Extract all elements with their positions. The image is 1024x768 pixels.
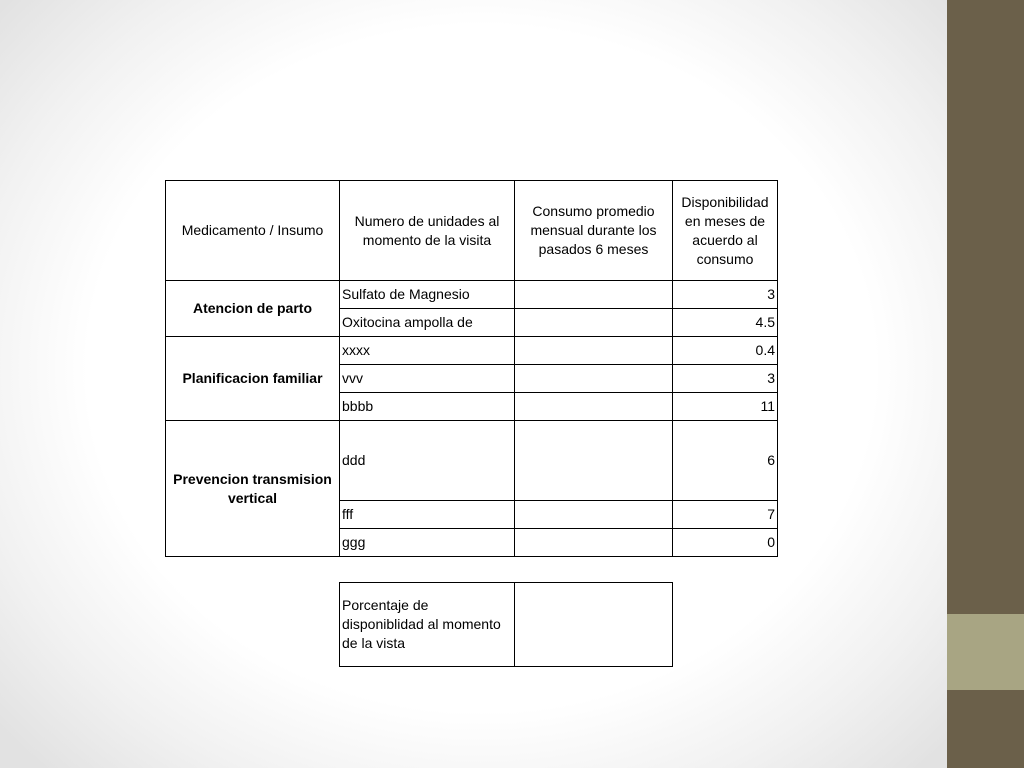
summary-label: Porcentaje de disponiblidad al momento de la vista (340, 583, 515, 667)
item-cell: vvv (340, 365, 515, 393)
consumo-cell (515, 337, 673, 365)
consumo-cell (515, 281, 673, 309)
item-cell: fff (340, 501, 515, 529)
disponibilidad-cell: 0 (673, 529, 778, 557)
disponibilidad-cell: 6 (673, 421, 778, 501)
item-cell: bbbb (340, 393, 515, 421)
header-consumo: Consumo promedio mensual durante los pasados 6 meses (515, 181, 673, 281)
consumo-cell (515, 309, 673, 337)
summary-value (515, 583, 673, 667)
consumo-cell (515, 365, 673, 393)
consumo-cell (515, 529, 673, 557)
summary-row (340, 583, 673, 667)
medication-availability-table (165, 180, 778, 557)
disponibilidad-cell: 3 (673, 281, 778, 309)
header-unidades: Numero de unidades al momento de la visita (340, 181, 515, 281)
group-planificacion-familiar: Planificacion familiar (166, 337, 340, 421)
disponibilidad-cell: 7 (673, 501, 778, 529)
table-header-row (166, 181, 778, 281)
item-cell: ddd (340, 421, 515, 501)
availability-summary-table (339, 582, 673, 667)
consumo-cell (515, 421, 673, 501)
item-cell: xxxx (340, 337, 515, 365)
item-cell: Oxitocina ampolla de (340, 309, 515, 337)
header-medicamento: Medicamento / Insumo (166, 181, 340, 281)
item-cell: Sulfato de Magnesio (340, 281, 515, 309)
disponibilidad-cell: 11 (673, 393, 778, 421)
disponibilidad-cell: 3 (673, 365, 778, 393)
slide-sidebar-accent (947, 614, 1024, 690)
table-row (166, 337, 778, 365)
group-atencion-parto: Atencion de parto (166, 281, 340, 337)
table-row (166, 281, 778, 309)
item-cell: ggg (340, 529, 515, 557)
consumo-cell (515, 393, 673, 421)
header-disponibilidad: Disponibilidad en meses de acuerdo al consumo (673, 181, 778, 281)
consumo-cell (515, 501, 673, 529)
disponibilidad-cell: 4.5 (673, 309, 778, 337)
table-row (166, 421, 778, 501)
disponibilidad-cell: 0.4 (673, 337, 778, 365)
group-prevencion-transmision: Prevencion transmision vertical (166, 421, 340, 557)
